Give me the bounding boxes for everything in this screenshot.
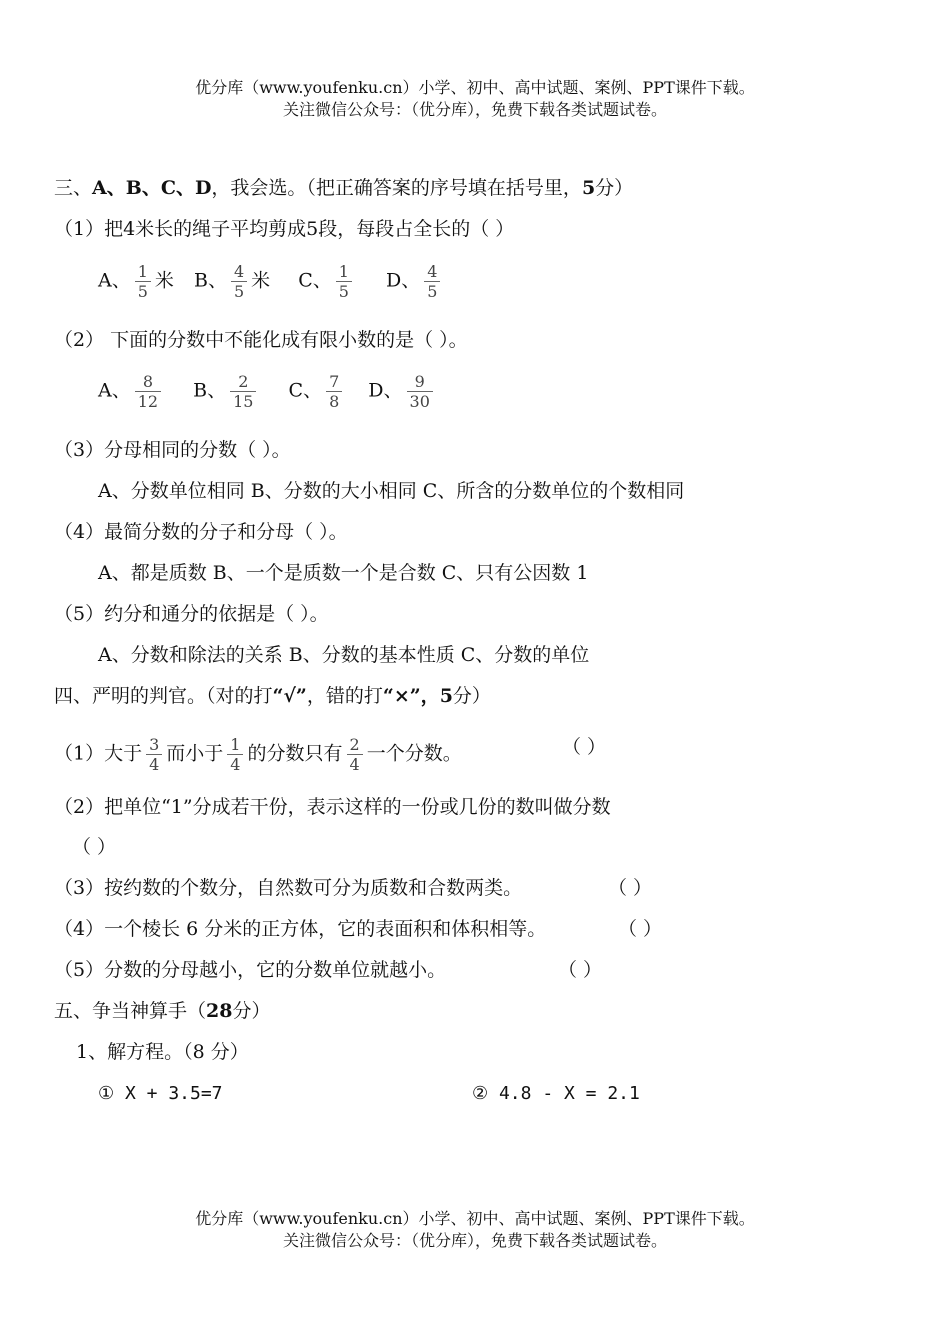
- section-4-title: [54, 684, 491, 708]
- denominator: 5: [135, 281, 151, 301]
- question-4-5: （5）分数的分母越小，它的分数单位就越小。: [54, 959, 447, 981]
- denominator: 4: [146, 754, 162, 774]
- section-5-title: [54, 999, 270, 1023]
- option-label: D、: [385, 269, 421, 292]
- numerator: 2: [238, 372, 249, 391]
- denominator: 15: [230, 391, 256, 411]
- footer-line-2: 关注微信公众号：（优分库），免费下载各类试题试卷。: [282, 1231, 667, 1250]
- denominator: 12: [135, 391, 161, 411]
- unit: 米: [251, 269, 271, 292]
- section-4-suffix: 分）: [452, 685, 491, 707]
- numerator: 7: [329, 372, 340, 391]
- option-label: C、: [288, 379, 323, 402]
- cross-mark: “×”: [382, 685, 421, 707]
- numerator: 4: [427, 262, 438, 281]
- fraction: [347, 735, 363, 774]
- section-3-score: 5: [581, 177, 596, 199]
- numerator: 1: [230, 735, 241, 754]
- question-3-5: （5）约分和通分的依据是（ ）。: [54, 603, 329, 625]
- footer-line-1: 优分库（www.youfenku.cn）小学、初中、高中试题、案例、PPT课件下载。: [195, 1209, 755, 1228]
- question-3-1-options: [98, 262, 458, 301]
- question-3-4-options: A、都是质数 B、一个是质数一个是合数 C、只有公因数 1: [98, 562, 589, 584]
- option-d: [386, 262, 444, 301]
- option-label: B、: [193, 379, 227, 402]
- question-3-5-options: A、分数和除法的关系 B、分数的基本性质 C、分数的单位: [98, 644, 590, 666]
- section-4-prefix: 四、严明的判官。（对的打: [54, 685, 273, 707]
- q41-part-d: 一个分数。: [366, 742, 462, 765]
- answer-paren-4-1[interactable]: （ ）: [562, 736, 607, 758]
- fraction: [135, 372, 161, 411]
- numerator: 9: [414, 372, 425, 391]
- section-5-suffix: 分）: [232, 1000, 271, 1022]
- fraction: [230, 372, 256, 411]
- numerator: 1: [338, 262, 349, 281]
- denominator: 4: [227, 754, 243, 774]
- question-3-3-options: A、分数单位相同 B、分数的大小相同 C、所含的分数单位的个数相同: [98, 480, 685, 502]
- question-3-2: （2） 下面的分数中不能化成有限小数的是（ ）。: [54, 329, 468, 351]
- answer-paren-4-4[interactable]: （ ）: [618, 918, 663, 940]
- header-line-2: 关注微信公众号：（优分库），免费下载各类试题试卷。: [282, 100, 667, 119]
- section-5-score: 28: [206, 1000, 233, 1022]
- section-4-mid: ，错的打: [306, 685, 383, 707]
- answer-paren-4-3[interactable]: （ ）: [608, 877, 653, 899]
- fraction: [326, 372, 342, 411]
- fraction: [135, 262, 151, 301]
- denominator: 5: [231, 281, 247, 301]
- question-4-1: [54, 735, 462, 774]
- section-4-score: 5: [439, 685, 453, 707]
- section-4-comma: ，: [420, 685, 440, 707]
- section-5-prefix: 五、争当神算手（: [54, 1000, 207, 1022]
- section-3-prefix: 三、: [54, 177, 93, 199]
- option-c: [289, 372, 347, 411]
- equation-2: ② 4.8 - X = 2.1: [472, 1083, 640, 1104]
- option-a: [98, 372, 165, 411]
- option-label: C、: [298, 269, 332, 292]
- fraction: [424, 262, 440, 301]
- denominator: 5: [424, 281, 440, 301]
- option-a: [98, 262, 174, 301]
- question-4-3: （3）按约数的个数分，自然数可分为质数和合数两类。: [54, 877, 523, 899]
- q41-part-b: 而小于: [166, 742, 224, 765]
- fraction: [407, 372, 433, 411]
- numerator: 3: [149, 735, 160, 754]
- option-label: A、: [98, 269, 131, 292]
- unit: 米: [154, 269, 174, 292]
- numerator: 8: [142, 372, 153, 391]
- option-b: [193, 372, 260, 411]
- question-3-4: （4）最简分数的分子和分母（ ）。: [54, 521, 348, 543]
- denominator: 30: [407, 391, 433, 411]
- fraction: [336, 262, 352, 301]
- question-3-2-options: [98, 372, 451, 411]
- option-label: B、: [193, 269, 227, 292]
- q41-part-c: 的分数只有: [247, 742, 343, 765]
- check-mark: “√”: [272, 685, 307, 707]
- answer-paren-4-2[interactable]: （ ）: [72, 836, 117, 858]
- section-3-instruction: ，我会选。（把正确答案的序号填在括号里，: [211, 177, 582, 199]
- answer-paren-4-5[interactable]: （ ）: [558, 959, 603, 981]
- numerator: 4: [233, 262, 245, 281]
- section-3-letters: A、B、C、D: [92, 177, 212, 199]
- header-line-1: 优分库（www.youfenku.cn）小学、初中、高中试题、案例、PPT课件下载。: [195, 78, 755, 97]
- question-4-2: （2）把单位“1”分成若干份，表示这样的一份或几份的数叫做分数: [54, 796, 611, 818]
- fraction: [231, 262, 247, 301]
- denominator: 8: [326, 391, 342, 411]
- option-label: D、: [368, 379, 403, 402]
- option-d: [368, 372, 437, 411]
- question-3-1: （1）把4米长的绳子平均剪成5段，每段占全长的（ ）: [54, 218, 515, 240]
- subsection-5-1: 1、解方程。（8 分）: [76, 1041, 249, 1063]
- section-3-title: [54, 176, 633, 200]
- q41-part-a: （1）大于: [54, 742, 143, 765]
- numerator: 1: [137, 262, 148, 281]
- numerator: 2: [349, 735, 360, 754]
- fraction: [146, 735, 162, 774]
- question-3-3: （3）分母相同的分数（ ）。: [54, 439, 291, 461]
- denominator: 5: [336, 281, 352, 301]
- option-c: [298, 262, 356, 301]
- section-3-suffix: 分）: [595, 177, 634, 199]
- option-label: A、: [98, 379, 131, 402]
- question-4-4: （4）一个棱长 6 分米的正方体，它的表面积和体积相等。: [54, 918, 547, 940]
- equation-1: ① X + 3.5=7: [98, 1083, 223, 1104]
- denominator: 4: [347, 754, 363, 774]
- fraction: [227, 735, 243, 774]
- option-b: [194, 262, 270, 301]
